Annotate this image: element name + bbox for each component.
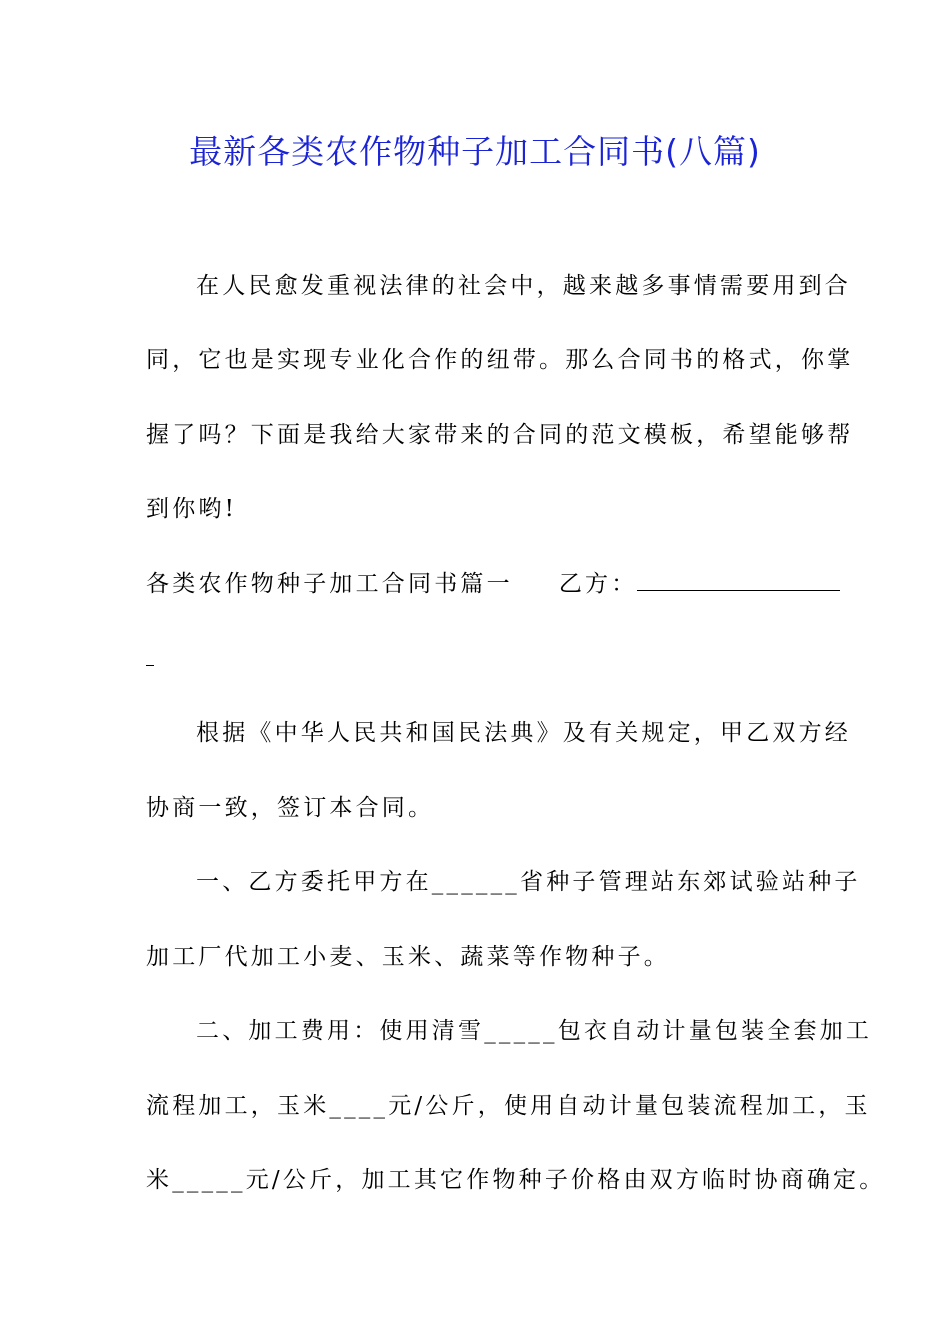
intro-line-3: 握了吗？下面是我给大家带来的合同的范文模板，希望能够帮 — [146, 422, 854, 448]
intro-line-4: 到你哟! — [146, 496, 238, 522]
intro-line-2: 同，它也是实现专业化合作的纽带。那么合同书的格式，你掌 — [146, 347, 854, 373]
clause1-line-1: 一、乙方委托甲方在______省种子管理站东郊试验站种子 — [196, 869, 861, 895]
party-b-blank — [637, 589, 840, 591]
basis-line-1: 根据《中华人民共和国民法典》及有关规定，甲乙双方经 — [196, 720, 851, 746]
party-b-label: 乙方： — [558, 571, 638, 597]
document-title: 最新各类农作物种子加工合同书(八篇) — [189, 132, 761, 171]
clause2-line-3: 米_____元/公斤，加工其它作物种子价格由双方临时协商确定。 — [146, 1167, 886, 1193]
section-heading-row — [146, 568, 840, 600]
section-heading: 各类农作物种子加工合同书篇一 — [146, 571, 513, 597]
party-b-blank-continuation — [146, 643, 154, 675]
clause1-line-2: 加工厂代加工小麦、玉米、蔬菜等作物种子。 — [146, 944, 670, 970]
basis-line-2: 协商一致，签订本合同。 — [146, 795, 435, 821]
party-b-blank-tail — [146, 664, 154, 666]
clause2-line-2: 流程加工，玉米____元/公斤，使用自动计量包装流程加工，玉 — [146, 1093, 871, 1119]
intro-line-1: 在人民愈发重视法律的社会中，越来越多事情需要用到合 — [196, 273, 851, 299]
clause2-line-1: 二、加工费用：使用清雪_____包衣自动计量包装全套加工 — [196, 1018, 873, 1044]
